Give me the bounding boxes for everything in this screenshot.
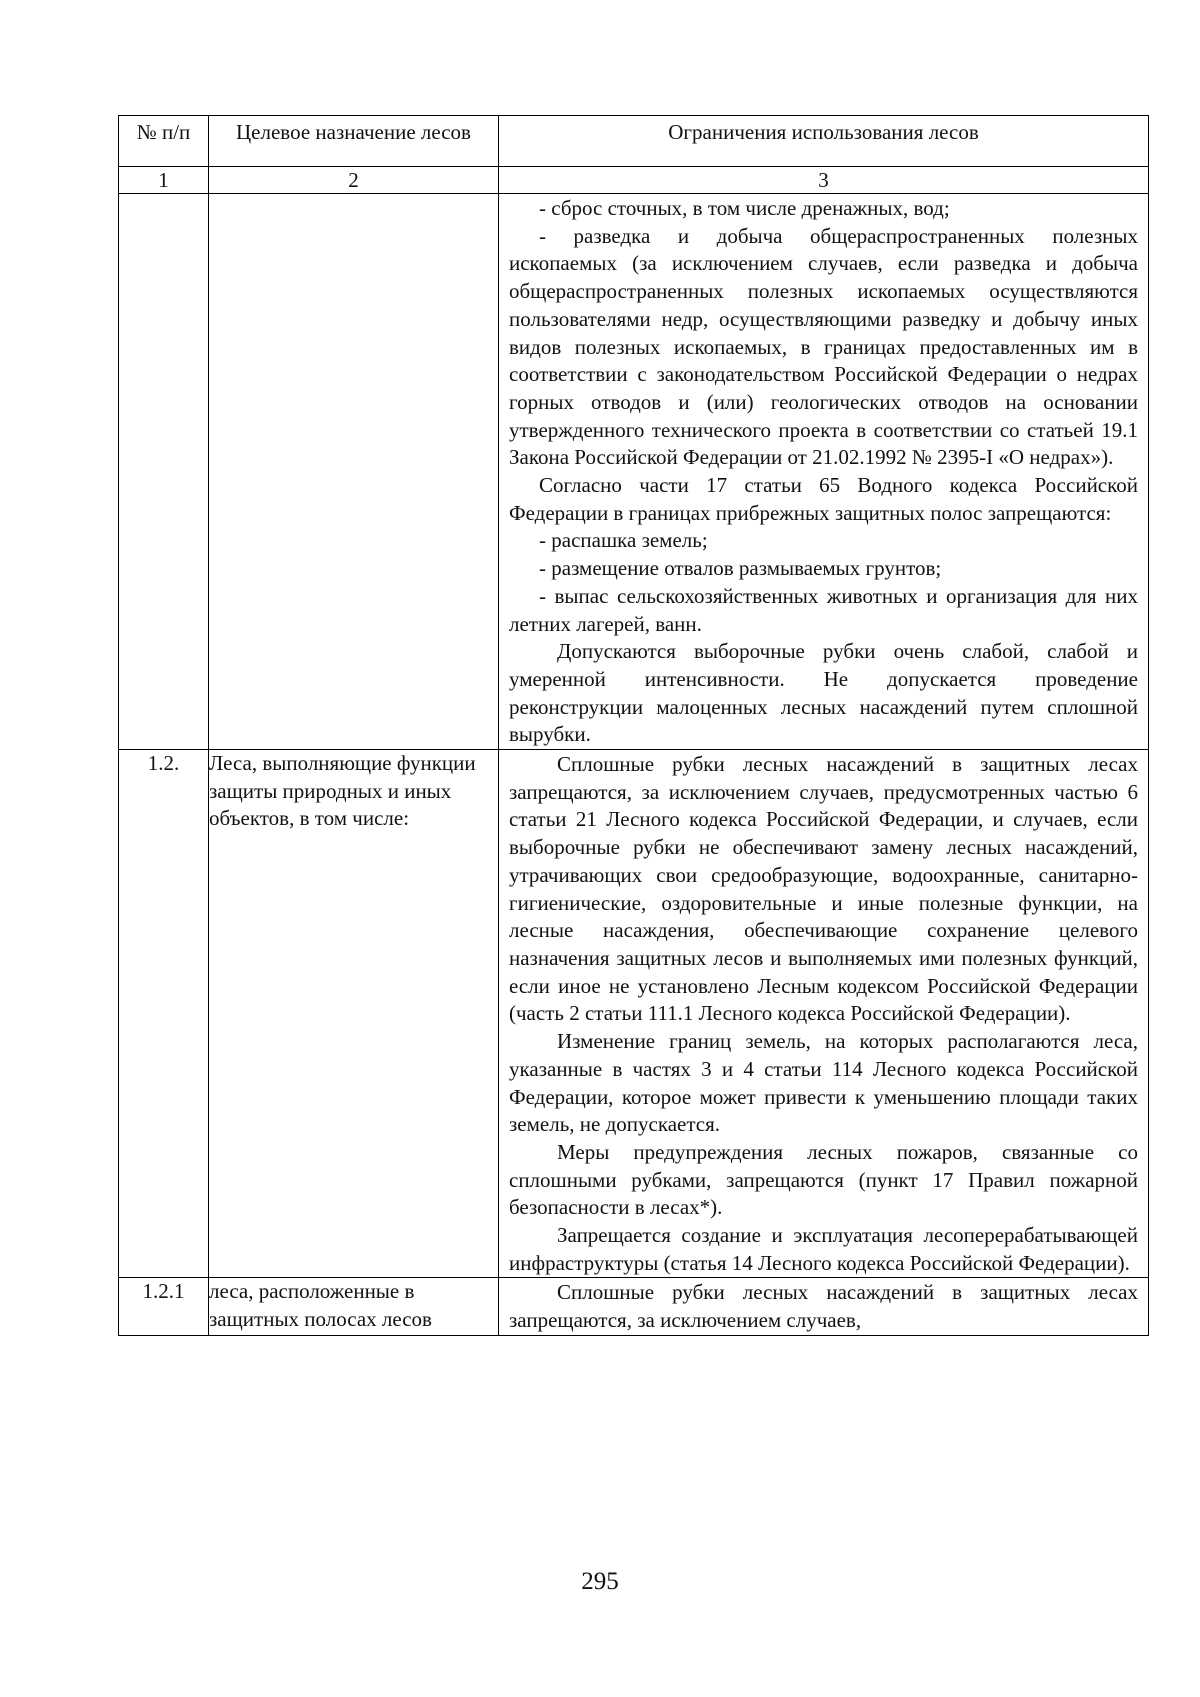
row-restrictions [499, 1278, 1149, 1335]
paragraph: Сплошные рубки лесных насаждений в защитных лесах запрещаются, за исключением случаев, предусмотренных частью 6 статьи 21 Лесного кодекса Российской Федерации, и случаев, если выборочные рубки не обеспечивают замену лесных насаждений, утрачивающих свои средообразующие, водоохранные, санитарно-гигиенические, оздоровительные и иные полезные функции, на лесные насаждения, обеспечивающие сохранение целевого назначения защитных лесов и выполняемых ими полезных функций, если иное не установлено Лесным кодексом Российской Федерации (часть 2 статьи 111.1 Лесного кодекса Российской Федерации). [509, 752, 1138, 1026]
row-num [119, 194, 209, 750]
table-header-row [119, 116, 1149, 167]
col-number-2: 2 [209, 167, 499, 194]
paragraph: Согласно части 17 статьи 65 Водного кодекса Российской Федерации в границах прибрежных защитных полос запрещаются: [509, 473, 1138, 525]
paragraph: Запрещается создание и эксплуатация лесоперерабатывающей инфраструктуры (статья 14 Лесного кодекса Российской Федерации). [509, 1223, 1138, 1275]
header-purpose: Целевое назначение лесов [209, 116, 499, 167]
forest-restrictions-table [118, 115, 1149, 1336]
table-row-continuation [119, 194, 1149, 750]
paragraph: - разведка и добыча общераспространенных полезных ископаемых (за исключением случаев, если разведка и добыча общераспространенных полезных ископаемых осуществляются пользователями недр, осуществляющими разведку и добычу иных видов полезных ископаемых, в границах предоставленных им в соответствии с законодательством Российской Федерации о недрах горных отводов и (или) геологических отводов на основании утвержденного технического проекта в соответствии со статьей 19.1 Закона Российской Федерации от 21.02.1992 № 2395-I «О недрах»). [509, 223, 1138, 470]
table-row-1-2-1 [119, 1278, 1149, 1335]
paragraph: Изменение границ земель, на которых располагаются леса, указанные в частях 3 и 4 статьи 114 Лесного кодекса Российской Федерации, которое может привести к уменьшению площади таких земель, не допускается. [509, 1029, 1138, 1137]
row-num: 1.2. [119, 750, 209, 1278]
paragraph: Допускаются выборочные рубки очень слабой, слабой и умеренной интенсивности. Не допускается проведение реконструкции малоценных лесных насаждений путем сплошной вырубки. [509, 639, 1138, 747]
paragraph: - сброс сточных, в том числе дренажных, вод; [539, 196, 950, 220]
row-num: 1.2.1 [119, 1278, 209, 1335]
row-restrictions [499, 750, 1149, 1278]
row-purpose: леса, расположенные в защитных полосах лесов [209, 1278, 499, 1335]
row-restrictions [499, 194, 1149, 750]
paragraph: Меры предупреждения лесных пожаров, связанные со сплошными рубками, запрещаются (пункт 17 Правил пожарной безопасности в лесах*). [509, 1139, 1138, 1220]
paragraph: - размещение отвалов размываемых грунтов; [539, 556, 942, 581]
row-purpose: Леса, выполняющие функции защиты природных и иных объектов, в том числе: [209, 750, 499, 1278]
table-row-1-2 [119, 750, 1149, 1278]
page-number: 295 [581, 1568, 619, 1595]
header-restrictions: Ограничения использования лесов [499, 116, 1149, 167]
paragraph: Сплошные рубки лесных насаждений в защитных лесах запрещаются, за исключением случаев, [509, 1280, 1138, 1333]
col-number-1: 1 [119, 167, 209, 194]
col-number-3: 3 [499, 167, 1149, 194]
paragraph: - распашка земель; [539, 528, 708, 553]
row-purpose [209, 194, 499, 750]
paragraph: - выпас сельскохозяйственных животных и организация для них летних лагерей, ванн. [509, 583, 1138, 636]
header-num: № п/п [119, 116, 209, 167]
column-number-row [119, 167, 1149, 194]
